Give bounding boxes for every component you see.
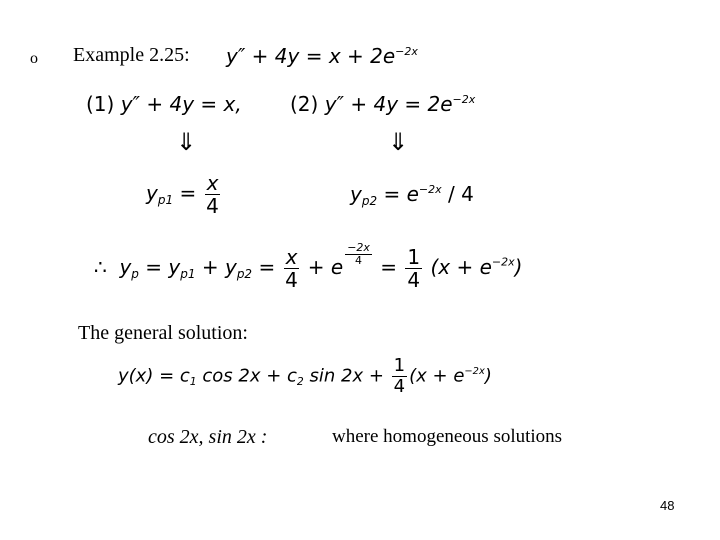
example-label: Example 2.25: — [73, 44, 190, 66]
homogeneous-terms: cos 2x, sin 2x : — [148, 426, 268, 448]
homogeneous-label: where homogeneous solutions — [332, 426, 563, 447]
yp2-equation: $y_{p2} = e^{-2x} / 4$ — [350, 182, 474, 209]
example-equation: $y'' + 4y = x + 2e^{-2x}$ — [226, 44, 418, 68]
yp1-equation: $y_{p1}$ = $\frac{x}{4}$ — [146, 171, 219, 218]
general-solution-equation: $y(x) = c_1$ $\cos 2x + c_2$ sin 2x + $\frac{1}{4}$ $(x + e^{-2x})$ — [118, 355, 492, 397]
general-solution-label: The general solution: — [78, 322, 248, 344]
case1-equation: (1) y″ + 4y = x, — [86, 92, 242, 116]
page-number: 48 — [660, 498, 675, 513]
down-arrow-icon: ⇓ — [388, 128, 409, 156]
case2-equation: (2) $y'' + 4y = 2e^{-2x}$ — [290, 92, 476, 116]
down-arrow-icon: ⇓ — [176, 128, 197, 156]
bullet-marker: o — [30, 50, 38, 67]
particular-solution-equation: ∴ $y_p = y_{p1} + y_{p2}$ = $\frac{x}{4}$ + e $\frac{-2x}{4}$ = $\frac{1}{4}$ $(x + e^{-2x})$ — [94, 241, 523, 292]
